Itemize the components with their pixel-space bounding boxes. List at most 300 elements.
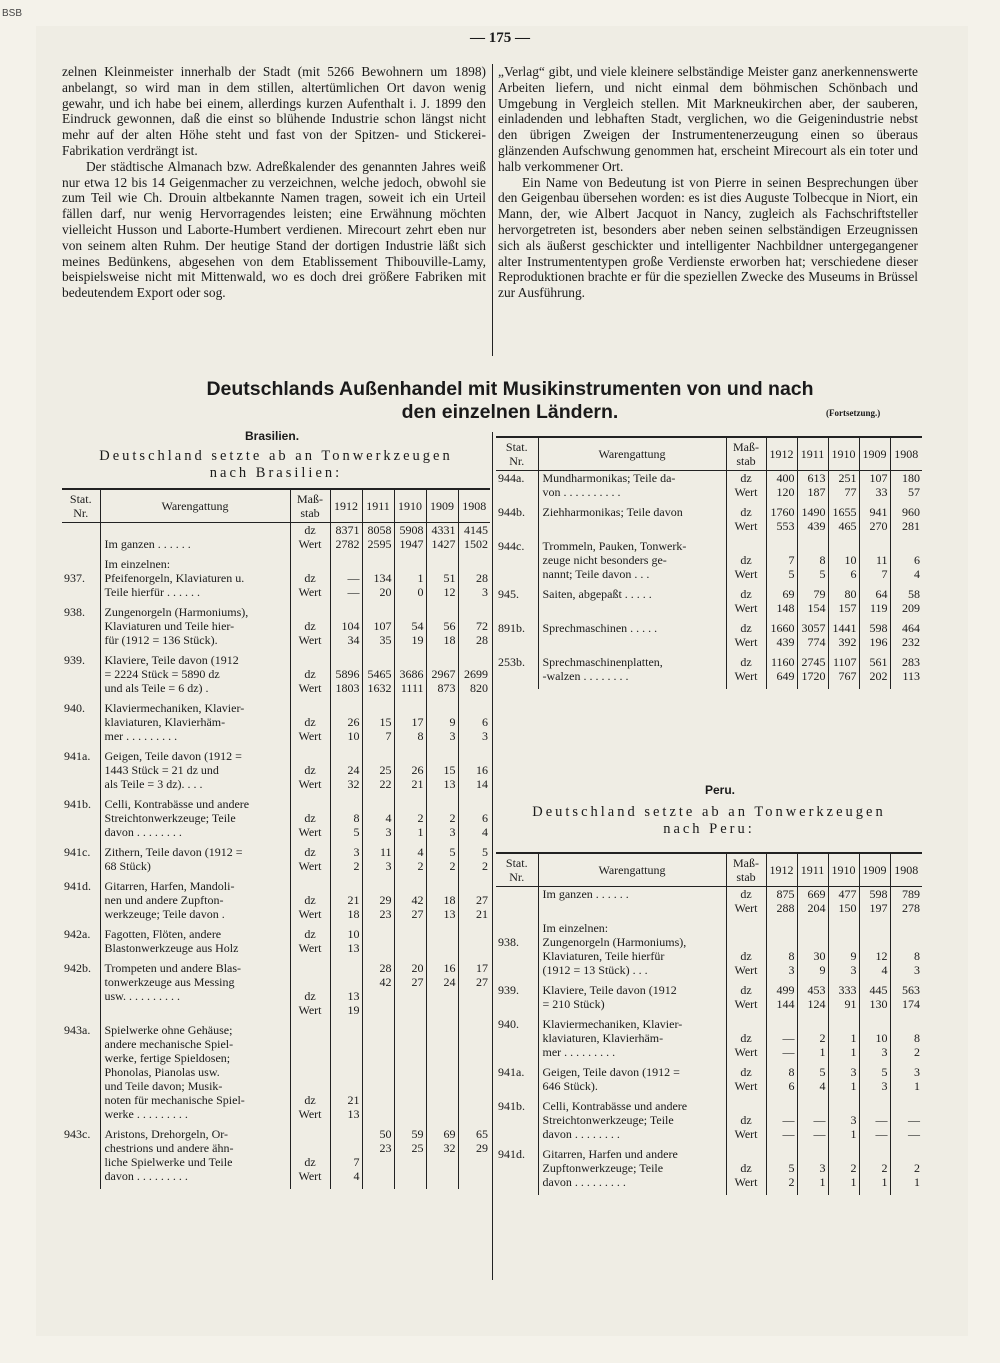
value-1909 bbox=[859, 1017, 890, 1065]
value-1909-value: 3 bbox=[449, 825, 456, 839]
value-1908-value: 283 bbox=[902, 655, 920, 669]
description-line: Gitarren, Harfen und andere bbox=[542, 1147, 678, 1161]
description-line: Phonolas, Pianolas usw. bbox=[104, 1065, 220, 1079]
spacer bbox=[831, 539, 857, 553]
unit-value: dz bbox=[740, 1161, 752, 1175]
spacer bbox=[800, 1147, 826, 1161]
description-line: -walzen . . . . . . . . bbox=[542, 669, 629, 683]
stat-nr: 944a. bbox=[498, 471, 525, 485]
value-1908-value: 8 bbox=[914, 949, 920, 963]
spacer bbox=[293, 701, 328, 715]
table-brasilien bbox=[62, 488, 490, 1189]
stat-nr: 943a. bbox=[64, 1023, 91, 1037]
spacer bbox=[429, 1079, 456, 1093]
unit-value: Wert bbox=[298, 633, 322, 647]
text-column-left bbox=[62, 64, 486, 301]
value-1911 bbox=[362, 845, 394, 879]
table-row bbox=[62, 1023, 490, 1127]
unit-value: Wert bbox=[298, 941, 322, 955]
value-1909 bbox=[426, 557, 458, 605]
value-1911-value: 124 bbox=[807, 997, 826, 1011]
value-1908-value: 27 bbox=[476, 893, 488, 907]
value-1909 bbox=[859, 471, 890, 506]
spacer bbox=[862, 539, 888, 553]
value-1910 bbox=[394, 523, 426, 558]
value-1912 bbox=[330, 1023, 362, 1127]
table-row bbox=[62, 879, 490, 927]
item-description bbox=[538, 621, 726, 655]
value-1912-value bbox=[333, 1141, 360, 1155]
table-header bbox=[62, 489, 490, 523]
stat-nr bbox=[62, 523, 100, 558]
spacer bbox=[729, 1147, 764, 1161]
value-1911-value bbox=[365, 941, 392, 955]
spacer bbox=[293, 879, 328, 893]
header-1912: 1912 bbox=[766, 437, 797, 471]
value-1912-value: 553 bbox=[776, 519, 795, 533]
unit bbox=[726, 655, 766, 689]
spacer bbox=[333, 1023, 360, 1037]
description-line: Klaviere, Teile davon (1912 bbox=[542, 983, 677, 997]
unit-value: dz bbox=[304, 1155, 316, 1169]
unit-value: dz bbox=[304, 845, 316, 859]
header-mass: Maß-stab bbox=[290, 489, 330, 523]
value-1909-value: 873 bbox=[437, 681, 456, 695]
spacer bbox=[333, 1051, 360, 1065]
value-1909-value: 2 bbox=[881, 1161, 888, 1175]
description-line: davon . . . . . . . . . bbox=[542, 1175, 626, 1189]
unit bbox=[726, 505, 766, 539]
paragraph: Der städtische Almanach bzw. Adreßkalender des genannten Jahres weiß nur etwa 12 bis 14 Geigenmacher zu verzeichnen, welche jedoch, obwohl sie zum Teil wie Ch. Drouin altbekannte Namen tragen, soweit ich ein Urteil fällen darf, nur wenig Hervorragendes leisten; eine Erwähnung möchten vielleicht Husson und Laborte-Humbert verdienen. Mirecourt zehrt eben nur von seinem alten Ruhm. Der heutige Stand der dortigen Industrie läßt sich meines Bedünkens, abgesehen von dem Etablissement Thibouville-Lamy, beispielsweise nicht mit Mittenwald, wo es doch drei größere Fabriken mit bedeutendem Export oder sog. bbox=[62, 158, 486, 301]
table-row bbox=[496, 1147, 922, 1195]
spacer bbox=[461, 1037, 489, 1051]
description-line: von . . . . . . . . . . bbox=[542, 485, 621, 499]
value-1908 bbox=[890, 621, 922, 655]
spacer bbox=[293, 1023, 328, 1037]
value-1909 bbox=[859, 539, 890, 587]
spacer bbox=[333, 879, 360, 893]
value-1909 bbox=[426, 927, 458, 961]
value-1909 bbox=[859, 983, 890, 1017]
value-1912 bbox=[766, 1065, 797, 1099]
spacer bbox=[365, 701, 392, 715]
value-1910-value bbox=[397, 1093, 424, 1107]
stat-nr: 941a. bbox=[64, 749, 91, 763]
value-1909 bbox=[426, 879, 458, 927]
description-line: Geigen, Teile davon (1912 = bbox=[104, 749, 242, 763]
value-1909 bbox=[859, 921, 890, 983]
value-1912-value: — bbox=[347, 571, 360, 585]
item-description bbox=[538, 983, 726, 1017]
value-1910-value bbox=[397, 1003, 424, 1017]
value-1909-value bbox=[429, 941, 456, 955]
value-1910-value: 2 bbox=[417, 811, 424, 825]
header-1908: 1908 bbox=[458, 489, 490, 523]
value-1912-value: 24 bbox=[347, 763, 360, 777]
value-1912 bbox=[766, 921, 797, 983]
value-1912-value: 32 bbox=[347, 777, 360, 791]
value-1910 bbox=[828, 1065, 859, 1099]
value-1910-value: 150 bbox=[838, 901, 857, 915]
value-1911 bbox=[797, 983, 828, 1017]
value-1909-value bbox=[429, 1169, 456, 1183]
value-1912-value: 21 bbox=[347, 1093, 360, 1107]
value-1911-value: 3 bbox=[385, 825, 392, 839]
spacer bbox=[461, 1079, 489, 1093]
spacer bbox=[333, 653, 360, 667]
value-1912-value: 148 bbox=[776, 601, 795, 615]
value-1911-value: 1632 bbox=[367, 681, 392, 695]
header-1909: 1909 bbox=[859, 437, 890, 471]
unit-value: Wert bbox=[734, 669, 758, 683]
spacer bbox=[831, 921, 857, 935]
spacer bbox=[365, 879, 392, 893]
value-1911 bbox=[797, 539, 828, 587]
value-1910-value: 1 bbox=[417, 571, 424, 585]
description-line: (1912 = 13 Stück) . . . bbox=[542, 963, 648, 977]
unit-value: Wert bbox=[298, 1003, 322, 1017]
value-1908-value bbox=[461, 927, 489, 941]
value-1911-value: 7 bbox=[385, 729, 392, 743]
value-1908-value: 29 bbox=[476, 1141, 488, 1155]
value-1912-value: — bbox=[782, 1031, 795, 1045]
value-1909-value: 12 bbox=[443, 585, 456, 599]
description-line: Klaviermechaniken, Klavier- bbox=[542, 1017, 683, 1031]
value-1911-value: 8 bbox=[819, 553, 826, 567]
spacer bbox=[293, 605, 328, 619]
value-1908-value: 820 bbox=[470, 681, 488, 695]
value-1912-value: 7 bbox=[353, 1155, 360, 1169]
value-1911-value: 669 bbox=[807, 887, 826, 901]
value-1909-value: — bbox=[875, 1127, 888, 1141]
value-1910-value bbox=[397, 989, 424, 1003]
stat-nr bbox=[496, 887, 538, 922]
unit bbox=[726, 621, 766, 655]
value-1910-value: 1655 bbox=[832, 505, 857, 519]
stat-nr: 941b. bbox=[498, 1099, 525, 1113]
description-line: Im ganzen . . . . . . bbox=[542, 887, 629, 901]
description-line: Zungenorgeln (Harmoniums), bbox=[104, 605, 249, 619]
value-1911-value: 774 bbox=[807, 635, 826, 649]
value-1912 bbox=[766, 1099, 797, 1147]
description-line: nen und andere Zupfton- bbox=[104, 893, 224, 907]
value-1910-value: 1111 bbox=[400, 681, 424, 695]
value-1909-value: 941 bbox=[869, 505, 888, 519]
unit bbox=[726, 587, 766, 621]
value-1908 bbox=[890, 587, 922, 621]
value-1912 bbox=[766, 655, 797, 689]
item-description bbox=[538, 1099, 726, 1147]
value-1911-value: 25 bbox=[379, 763, 392, 777]
value-1909-value: 445 bbox=[869, 983, 888, 997]
value-1911 bbox=[362, 701, 394, 749]
value-1912-value: 3 bbox=[788, 963, 795, 977]
spacer bbox=[541, 519, 724, 533]
value-1912-value: 5 bbox=[788, 1161, 795, 1175]
value-1911-value: 107 bbox=[373, 619, 392, 633]
value-1912-value: 2 bbox=[353, 859, 360, 873]
value-1910-value: 4 bbox=[417, 845, 424, 859]
value-1910-value: 3686 bbox=[399, 667, 424, 681]
value-1908-value: 2 bbox=[914, 1045, 920, 1059]
value-1912 bbox=[330, 557, 362, 605]
value-1911 bbox=[797, 505, 828, 539]
value-1909-value bbox=[429, 927, 456, 941]
value-1910-value: 91 bbox=[844, 997, 857, 1011]
value-1910-value bbox=[397, 1169, 424, 1183]
value-1909 bbox=[859, 621, 890, 655]
value-1912-value: 21 bbox=[347, 893, 360, 907]
value-1909-value: 69 bbox=[443, 1127, 456, 1141]
value-1911 bbox=[797, 887, 828, 922]
unit bbox=[290, 1127, 330, 1189]
description-line: 1443 Stück = 21 dz und bbox=[104, 763, 219, 777]
country-heading-peru: Peru. bbox=[705, 783, 736, 797]
value-1911 bbox=[362, 749, 394, 797]
subtitle-line: nach Brasilien: bbox=[209, 465, 343, 481]
value-1912-value: 2 bbox=[788, 1175, 795, 1189]
description-line: Trompeten und andere Blas- bbox=[104, 961, 242, 975]
value-1912-value: — bbox=[782, 1045, 795, 1059]
value-1910 bbox=[828, 655, 859, 689]
item-description bbox=[100, 1023, 290, 1127]
description-line: Celli, Kontrabässe und andere bbox=[104, 797, 250, 811]
value-1909-value: — bbox=[875, 1113, 888, 1127]
value-1910 bbox=[394, 1023, 426, 1127]
table-row bbox=[496, 655, 922, 689]
description-line: und Teile davon; Musik- bbox=[104, 1079, 223, 1093]
value-1909-value: 3 bbox=[449, 729, 456, 743]
value-1912-value: 2782 bbox=[335, 537, 360, 551]
description-line: Saiten, abgepaßt . . . . . bbox=[542, 587, 652, 601]
value-1910-value bbox=[397, 1155, 424, 1169]
unit-value: Wert bbox=[734, 963, 758, 977]
value-1908-value: 2699 bbox=[464, 667, 488, 681]
value-1912-value: 10 bbox=[347, 927, 360, 941]
value-1912-value: 8371 bbox=[335, 523, 360, 537]
value-1910 bbox=[394, 797, 426, 845]
unit-value: dz bbox=[304, 893, 316, 907]
header-mass: Maß-stab bbox=[726, 853, 766, 887]
value-1910-value: 80 bbox=[844, 587, 857, 601]
unit-value: Wert bbox=[734, 601, 758, 615]
description-line: chestrions und andere ähn- bbox=[104, 1141, 234, 1155]
value-1908 bbox=[890, 1065, 922, 1099]
spacer bbox=[729, 935, 764, 949]
value-1910-value: 767 bbox=[838, 669, 857, 683]
spacer bbox=[397, 653, 424, 667]
spacer bbox=[831, 935, 857, 949]
spacer bbox=[831, 1099, 857, 1113]
value-1911-value: 23 bbox=[379, 907, 392, 921]
value-1908-value: 58 bbox=[908, 587, 920, 601]
value-1912-value: 1760 bbox=[770, 505, 795, 519]
value-1908-value: 232 bbox=[902, 635, 920, 649]
unit-value: Wert bbox=[298, 859, 322, 873]
value-1909-value: 107 bbox=[869, 471, 888, 485]
value-1911 bbox=[797, 1017, 828, 1065]
unit bbox=[290, 845, 330, 879]
stat-nr: 944c. bbox=[498, 539, 525, 553]
value-1909-value: 4 bbox=[881, 963, 888, 977]
unit bbox=[726, 1099, 766, 1147]
value-1910-value: 59 bbox=[411, 1127, 424, 1141]
value-1911 bbox=[797, 1147, 828, 1195]
header-1911: 1911 bbox=[797, 853, 828, 887]
unit-value: dz bbox=[304, 523, 316, 537]
spacer bbox=[800, 1099, 826, 1113]
header-nr: Stat. Nr. bbox=[496, 437, 538, 471]
value-1908 bbox=[458, 879, 490, 927]
description-line: usw. . . . . . . . . . bbox=[104, 989, 181, 1003]
value-1910-value: 8 bbox=[417, 729, 424, 743]
description-line: = 2224 Stück = 5890 dz bbox=[104, 667, 220, 681]
value-1912-value bbox=[333, 975, 360, 989]
value-1910-value: 9 bbox=[850, 949, 857, 963]
spacer bbox=[893, 921, 921, 935]
description-line: zeuge nicht besonders ge- bbox=[542, 553, 667, 567]
value-1909 bbox=[426, 605, 458, 653]
spacer bbox=[769, 539, 795, 553]
stat-nr: 940. bbox=[64, 701, 85, 715]
value-1911 bbox=[797, 587, 828, 621]
spacer bbox=[831, 1147, 857, 1161]
stat-nr: 943c. bbox=[64, 1127, 91, 1141]
stat-nr: 944b. bbox=[498, 505, 525, 519]
description-line: Pfeifenorgeln, Klaviaturen u. bbox=[104, 571, 245, 585]
spacer bbox=[893, 1017, 921, 1031]
description-line: Gitarren, Harfen, Mandoli- bbox=[104, 879, 235, 893]
spacer bbox=[429, 797, 456, 811]
unit-value: dz bbox=[304, 927, 316, 941]
unit bbox=[290, 749, 330, 797]
value-1910-value: 157 bbox=[838, 601, 857, 615]
table-brasilien-continued bbox=[496, 436, 922, 689]
value-1909-value: 5 bbox=[449, 845, 456, 859]
value-1908 bbox=[458, 1023, 490, 1127]
unit-value: Wert bbox=[298, 777, 322, 791]
value-1908 bbox=[890, 471, 922, 506]
spacer bbox=[461, 1065, 489, 1079]
value-1912-value: 4 bbox=[353, 1169, 360, 1183]
value-1911-value: 29 bbox=[379, 893, 392, 907]
value-1909 bbox=[426, 1127, 458, 1189]
value-1908-value: 6 bbox=[482, 715, 488, 729]
value-1911 bbox=[797, 1065, 828, 1099]
value-1910-value: 27 bbox=[411, 907, 424, 921]
value-1910 bbox=[828, 471, 859, 506]
header-1910: 1910 bbox=[828, 853, 859, 887]
value-1911-value: 35 bbox=[379, 633, 392, 647]
value-1908-value: 1 bbox=[914, 1175, 920, 1189]
item-description bbox=[100, 701, 290, 749]
value-1908-value: 6 bbox=[482, 811, 488, 825]
value-1908-value: 2 bbox=[914, 1161, 920, 1175]
page-number: — 175 — bbox=[470, 30, 530, 46]
table-row bbox=[496, 505, 922, 539]
spacer bbox=[862, 1017, 888, 1031]
unit bbox=[726, 471, 766, 506]
spacer bbox=[893, 935, 921, 949]
description-line: Fagotten, Flöten, andere bbox=[104, 927, 222, 941]
value-1912 bbox=[330, 879, 362, 927]
value-1910-value: 1 bbox=[850, 1127, 857, 1141]
spacer bbox=[729, 921, 764, 935]
value-1909 bbox=[859, 1147, 890, 1195]
item-description bbox=[100, 605, 290, 653]
value-1911-value: 79 bbox=[813, 587, 826, 601]
description-line: Zithern, Teile davon (1912 = bbox=[104, 845, 243, 859]
spacer bbox=[365, 749, 392, 763]
value-1909-value: 12 bbox=[875, 949, 888, 963]
value-1910-value: 5908 bbox=[399, 523, 424, 537]
spacer bbox=[397, 605, 424, 619]
header-1912: 1912 bbox=[766, 853, 797, 887]
value-1909 bbox=[859, 587, 890, 621]
value-1910-value: 0 bbox=[417, 585, 424, 599]
subtitle-line: nach Peru: bbox=[663, 821, 755, 837]
stat-nr: 938. bbox=[64, 605, 85, 619]
value-1910 bbox=[394, 653, 426, 701]
stat-nr: 939. bbox=[64, 653, 85, 667]
value-1908 bbox=[458, 605, 490, 653]
value-1908 bbox=[458, 797, 490, 845]
header-ware: Warengattung bbox=[100, 489, 290, 523]
value-1910-value: 77 bbox=[844, 485, 857, 499]
unit-value: Wert bbox=[734, 1127, 758, 1141]
value-1910-value: 3 bbox=[850, 1065, 857, 1079]
value-1911-value: 1 bbox=[819, 1045, 826, 1059]
unit-value: dz bbox=[304, 763, 316, 777]
unit-value: Wert bbox=[734, 1045, 758, 1059]
value-1909-value: 15 bbox=[443, 763, 456, 777]
table-row bbox=[62, 653, 490, 701]
value-1911-value bbox=[365, 1169, 392, 1183]
value-1909 bbox=[426, 749, 458, 797]
value-1908 bbox=[890, 539, 922, 587]
spacer bbox=[862, 1147, 888, 1161]
header-1911: 1911 bbox=[362, 489, 394, 523]
value-1912 bbox=[766, 983, 797, 1017]
value-1908 bbox=[458, 1127, 490, 1189]
value-1910 bbox=[394, 879, 426, 927]
stat-nr: 942b. bbox=[64, 961, 91, 975]
value-1909 bbox=[859, 887, 890, 922]
value-1912 bbox=[330, 749, 362, 797]
value-1911-value: 1490 bbox=[801, 505, 826, 519]
item-description bbox=[100, 523, 290, 558]
description-line: Celli, Kontrabässe und andere bbox=[542, 1099, 688, 1113]
spacer bbox=[397, 1051, 424, 1065]
value-1912-value: 34 bbox=[347, 633, 360, 647]
item-description bbox=[538, 1147, 726, 1195]
stat-nr: 937. bbox=[64, 571, 85, 585]
value-1911-value: — bbox=[813, 1113, 826, 1127]
value-1908-value: 8 bbox=[914, 1031, 920, 1045]
value-1911-value: 15 bbox=[379, 715, 392, 729]
spacer bbox=[333, 1037, 360, 1051]
value-1911-value: 4 bbox=[819, 1079, 826, 1093]
description-line: Klaviaturen und Teile hier- bbox=[104, 619, 235, 633]
value-1909 bbox=[426, 653, 458, 701]
value-1908-value: 960 bbox=[902, 505, 920, 519]
value-1912-value: 18 bbox=[347, 907, 360, 921]
description-line: als Teile = 3 dz). . . . bbox=[104, 777, 203, 791]
description-line: Mundharmonikas; Teile da- bbox=[542, 471, 676, 485]
value-1911 bbox=[797, 655, 828, 689]
value-1912 bbox=[330, 845, 362, 879]
value-1908 bbox=[458, 961, 490, 1023]
